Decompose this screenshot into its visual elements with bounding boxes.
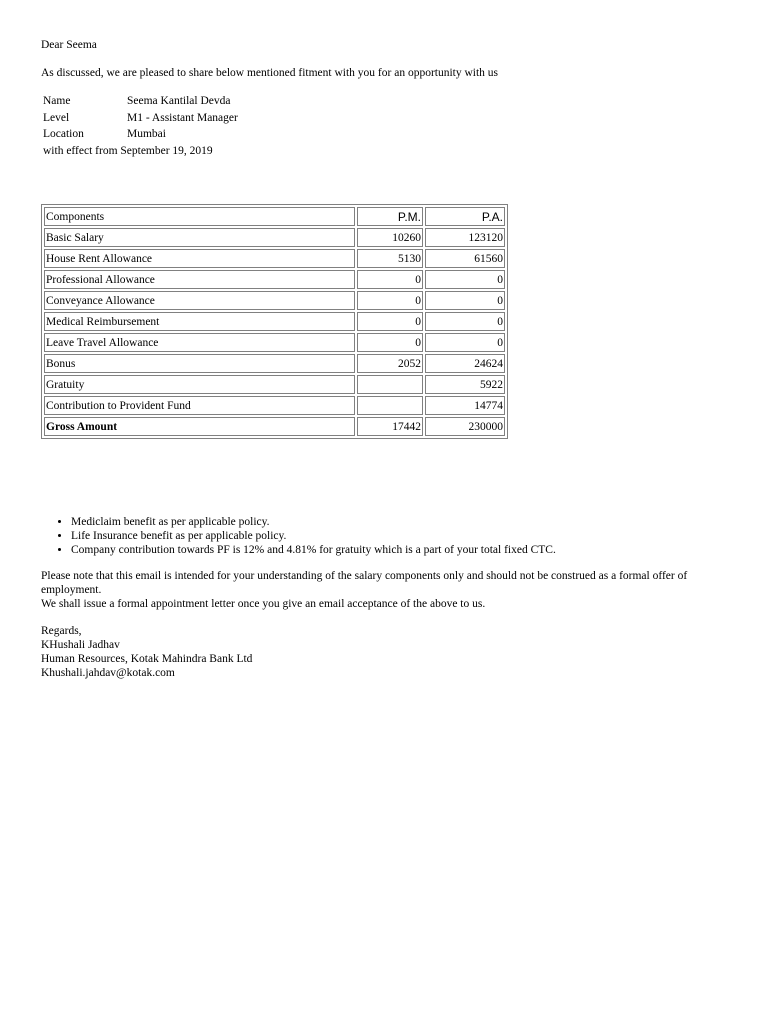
table-row — [44, 333, 505, 352]
table-row — [44, 228, 505, 247]
table-row — [44, 291, 505, 310]
letter-body — [41, 38, 731, 159]
disclaimer-note — [41, 569, 731, 611]
component-name: Conveyance Allowance — [44, 291, 355, 310]
table-row — [44, 396, 505, 415]
candidate-details — [42, 93, 239, 143]
salary-table — [41, 204, 508, 439]
table-row — [44, 249, 505, 268]
pa-value: 0 — [425, 291, 505, 310]
signoff: Regards, — [41, 625, 82, 637]
gross-amount-row — [44, 417, 505, 436]
component-name: Contribution to Provident Fund — [44, 396, 355, 415]
component-name: Professional Allowance — [44, 270, 355, 289]
pm-value: 0 — [357, 333, 423, 352]
pa-value: 0 — [425, 333, 505, 352]
component-name: Gratuity — [44, 375, 355, 394]
table-row — [44, 375, 505, 394]
pa-value: 5922 — [425, 375, 505, 394]
component-name: Basic Salary — [44, 228, 355, 247]
benefits-list — [41, 515, 731, 557]
list-item: • Life Insurance benefit as per applicable policy. — [71, 529, 731, 543]
signer-email: Khushali.jahdav@kotak.com — [41, 667, 175, 679]
gross-amount-label: Gross Amount — [44, 417, 355, 436]
signer-name: KHushali Jadhav — [41, 639, 120, 651]
list-item: • Company contribution towards PF is 12% and 4.81% for gratuity which is a part of your total fixed CTC. — [71, 543, 731, 557]
pm-value: 5130 — [357, 249, 423, 268]
gross-pm-value: 17442 — [357, 417, 423, 436]
component-name: Leave Travel Allowance — [44, 333, 355, 352]
header-pa: P.A. — [425, 207, 505, 226]
pm-value: 10260 — [357, 228, 423, 247]
pa-value: 61560 — [425, 249, 505, 268]
detail-row — [42, 110, 239, 127]
pm-value: 0 — [357, 291, 423, 310]
detail-value: Mumbai — [127, 128, 166, 141]
table-header-row — [44, 207, 505, 226]
note-line: Please note that this email is intended for your understanding of the salary components only and should not be construed as a formal offer of employment. — [41, 570, 688, 596]
detail-label: Level — [43, 111, 70, 124]
pm-value: 2052 — [357, 354, 423, 373]
detail-row — [42, 126, 239, 143]
gross-pa-value: 230000 — [425, 417, 505, 436]
pm-value — [357, 375, 423, 394]
pa-value: 24624 — [425, 354, 505, 373]
pa-value: 0 — [425, 270, 505, 289]
detail-label: Location — [43, 128, 84, 141]
pm-value — [357, 396, 423, 415]
greeting: Dear Seema — [41, 39, 97, 51]
pa-value: 0 — [425, 312, 505, 331]
component-name: House Rent Allowance — [44, 249, 355, 268]
table-row — [44, 270, 505, 289]
header-pm: P.M. — [357, 207, 423, 226]
pm-value: 0 — [357, 312, 423, 331]
effective-date: with effect from September 19, 2019 — [43, 144, 213, 157]
list-item: • Mediclaim benefit as per applicable policy. — [71, 515, 731, 529]
detail-value: M1 - Assistant Manager — [127, 111, 238, 124]
detail-value: Seema Kantilal Devda — [127, 95, 231, 108]
note-line: We shall issue a formal appointment letter once you give an email acceptance of the above to us. — [41, 598, 486, 610]
table-row — [44, 312, 505, 331]
component-name: Medical Reimbursement — [44, 312, 355, 331]
detail-row — [42, 93, 239, 110]
pa-value: 123120 — [425, 228, 505, 247]
signer-title: Human Resources, Kotak Mahindra Bank Ltd — [41, 653, 253, 665]
table-row — [44, 354, 505, 373]
header-components: Components — [44, 207, 355, 226]
signature-block — [41, 624, 731, 680]
pm-value: 0 — [357, 270, 423, 289]
component-name: Bonus — [44, 354, 355, 373]
pa-value: 14774 — [425, 396, 505, 415]
detail-label: Name — [43, 95, 71, 108]
intro-text: As discussed, we are pleased to share below mentioned fitment with you for an opportunity with us — [41, 67, 499, 79]
